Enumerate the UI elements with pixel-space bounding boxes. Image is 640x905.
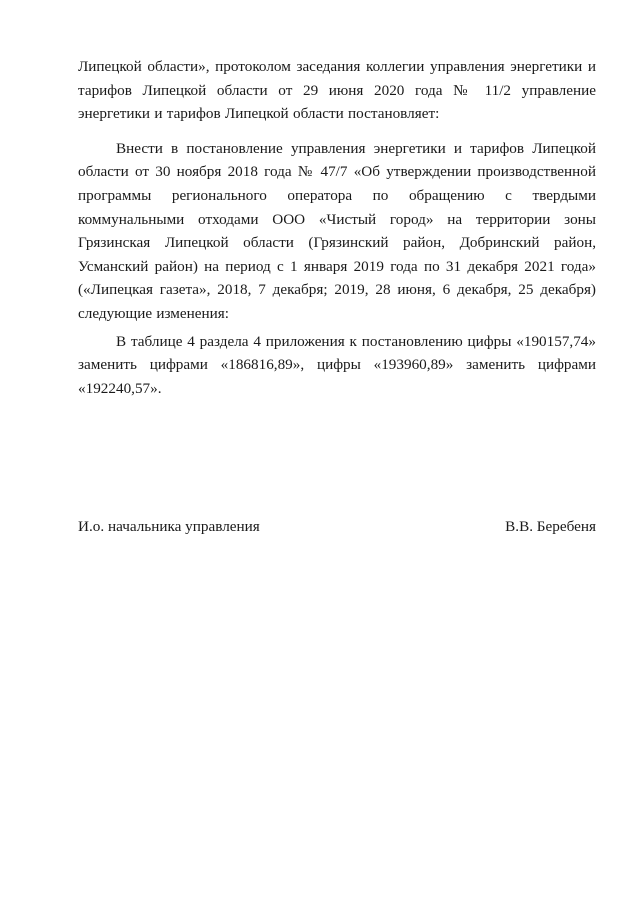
- paragraph-preamble: Липецкой области», протоколом заседания коллегии управления энергетики и тарифов Липецкой области от 29 июня 2020 года № 11/2 управление энергетики и тарифов Липецкой области постановляет:: [78, 58, 596, 123]
- signatory-position: И.о. начальника управления: [78, 518, 260, 535]
- paragraph-amendment: Внести в постановление управления энергетики и тарифов Липецкой области от 30 ноября 2018 года № 47/7 «Об утверждении производственной программы регионального оператора по обращению с твердыми коммунальными отходами ООО «Чистый город» на территории зоны Грязинская Липецкой области (Грязинский район, Добринский район, Усманский район) на период с 1 января 2019 года по 31 декабря 2021 года» («Липецкая газета», 2018, 7 декабря; 2019, 28 июня, 6 декабря, 25 декабря) следующие изменения:: [78, 139, 596, 322]
- paragraph-table-change: В таблице 4 раздела 4 приложения к постановлению цифры «190157,74» заменить цифрами «186816,89», цифры «193960,89» заменить цифрами «192240,57».: [78, 332, 596, 397]
- signature-block: [78, 517, 596, 537]
- document-body: [78, 55, 596, 400]
- signatory-name: В.В. Беребеня: [505, 518, 596, 535]
